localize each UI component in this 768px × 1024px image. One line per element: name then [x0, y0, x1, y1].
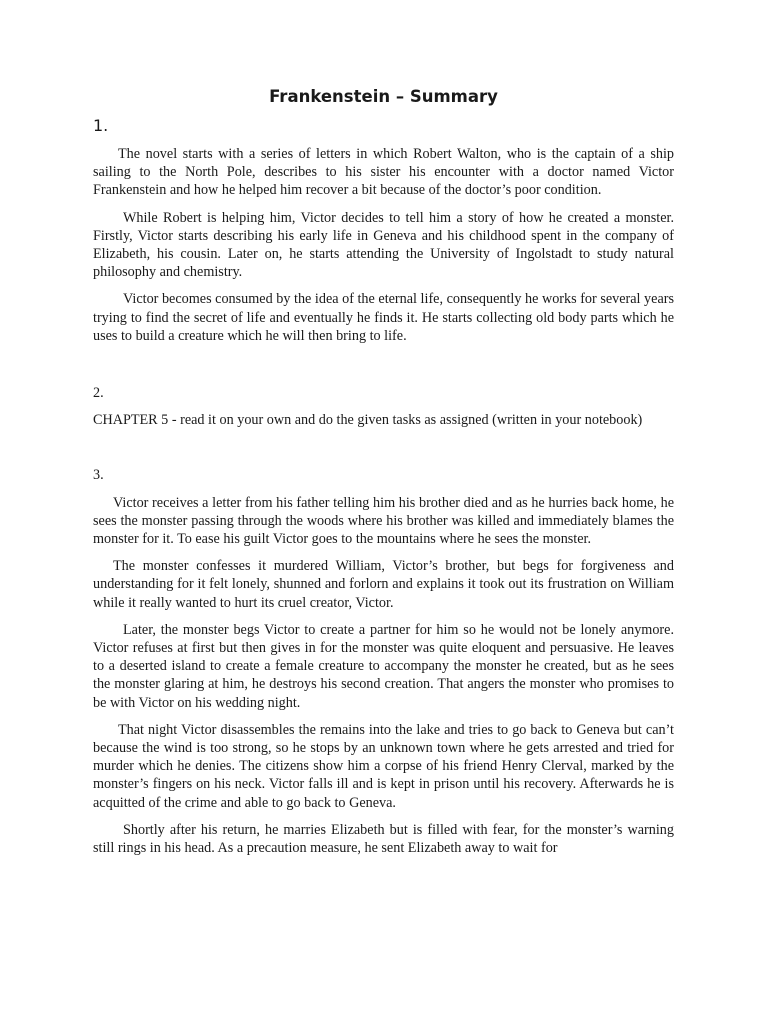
spacer	[93, 438, 674, 466]
paragraph: Victor becomes consumed by the idea of the eternal life, consequently he works for several years trying to find the secret of life and eventually he finds it. He starts collecting old body parts which he uses to build a creature which he will then bring to life.	[93, 291, 674, 344]
paragraph: Shortly after his return, he marries Elizabeth but is filled with fear, for the monster’s warning still rings in his head. As a precaution measure, he sent Elizabeth away to wait for	[93, 821, 674, 857]
section-2	[93, 384, 674, 429]
section-1	[93, 115, 674, 345]
spacer	[93, 354, 674, 384]
paragraph: The monster confesses it murdered William, Victor’s brother, but begs for forgiveness and understanding for it felt lonely, shunned and forlorn and explains it took out its frustration on William while it really wanted to hurt its cruel creator, Victor.	[93, 558, 674, 611]
paragraph: Later, the monster begs Victor to create a partner for him so he would not be lonely anymore. Victor refuses at first but then gives in for the monster was quite eloquent and persuasive. He leaves to a deserted island to create a female creature to accompany the monster he created, but as he sees the monster glaring at him, he destroys his second creation. That angers the monster who promises to be with Victor on his wedding night.	[93, 621, 674, 711]
paragraph: Victor receives a letter from his father telling him his brother died and as he hurries back home, he sees the monster passing through the woods where his brother was killed and immediately blames the monster for it. To ease his guilt Victor goes to the mountains where he sees the monster.	[93, 494, 674, 548]
section-number: 2.	[93, 385, 104, 402]
section-number: 1.	[93, 116, 109, 135]
paragraph: CHAPTER 5 - read it on your own and do the given tasks as assigned (written in your notebook)	[93, 412, 643, 429]
document-title: Frankenstein – Summary	[269, 87, 498, 106]
paragraph: While Robert is helping him, Victor decides to tell him a story of how he created a monster. Firstly, Victor starts describing his early life in Geneva and his childhood spent in the company of Elizabeth, his cousin. Later on, he starts attending the University of Ingolstadt to study natural philosophy and chemistry.	[93, 209, 674, 281]
paragraph: That night Victor disassembles the remains into the lake and tries to go back to Geneva but can’t because the wind is too strong, so he stops by an unknown town where he gets arrested and tried for murder which he denies. The citizens show him a corpse of his friend Henry Clerval, marked by the monster’s fingers on his neck. Victor falls ill and is kept in prison until his recovery. Afterwards he is acquitted of the crime and able to go back to Geneva.	[93, 721, 674, 811]
section-number: 3.	[93, 467, 104, 484]
document-page	[93, 86, 674, 866]
paragraph: The novel starts with a series of letters in which Robert Walton, who is the captain of a ship sailing to the North Pole, describes to his sister his encounter with a doctor named Victor Frankenstein and how he helped him recover a bit because of the doctor’s poor condition.	[93, 146, 674, 199]
section-3	[93, 466, 674, 857]
